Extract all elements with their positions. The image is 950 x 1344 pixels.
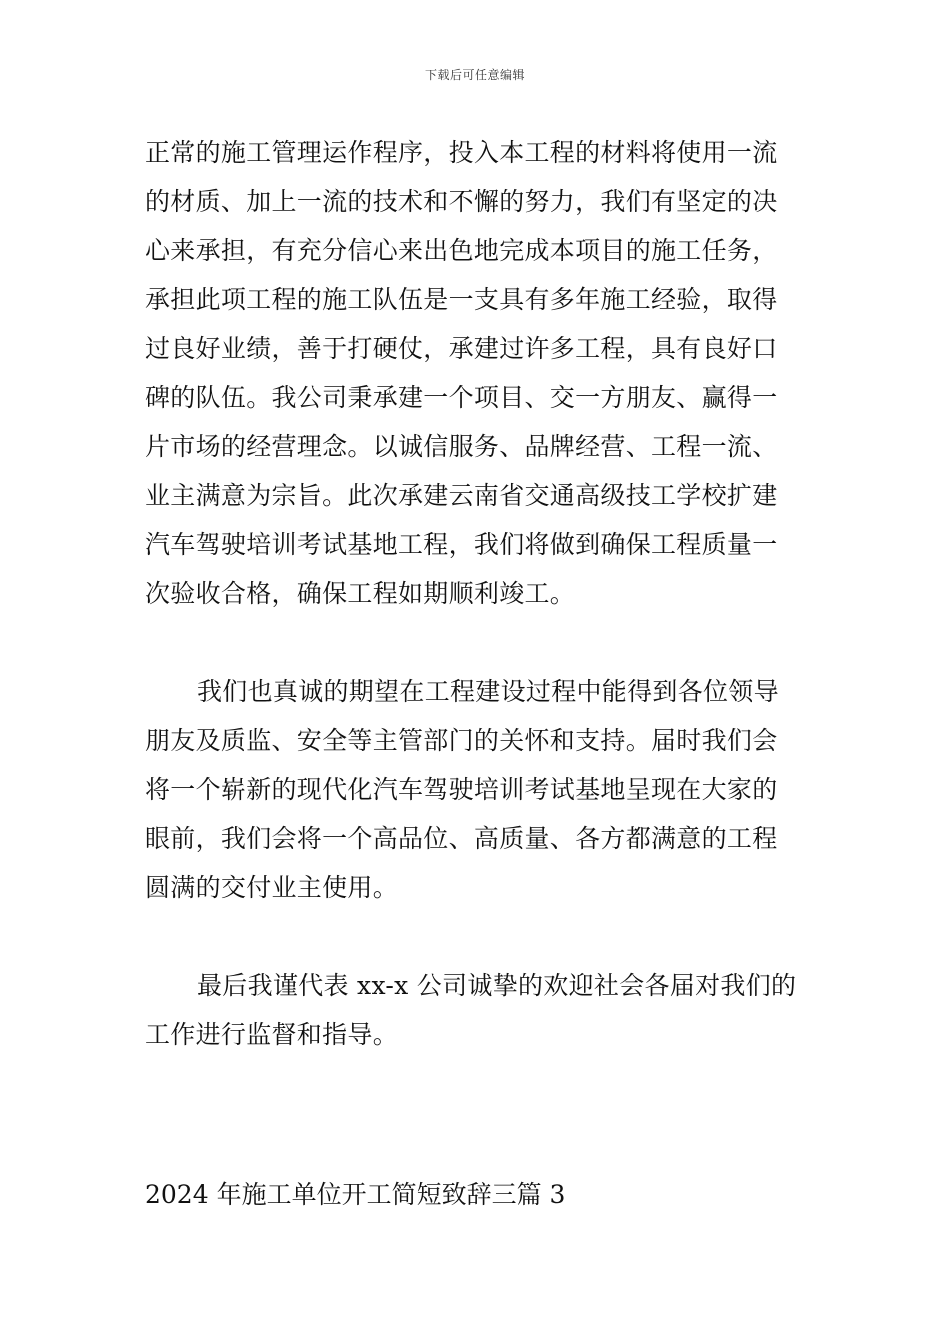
text-line: 工作进行监督和指导。 xyxy=(145,1020,399,1049)
text-line: 次验收合格，确保工程如期顺利竣工。 xyxy=(145,579,576,608)
text-line: 正常的施工管理运作程序，投入本工程的材料将使用一流 xyxy=(145,138,778,167)
text-line: 汽车驾驶培训考试基地工程，我们将做到确保工程质量一 xyxy=(145,530,778,559)
section-heading: 2024 年施工单位开工简短致辞三篇 3 xyxy=(145,1180,566,1209)
text-line: 的材质、加上一流的技术和不懈的努力，我们有坚定的决 xyxy=(145,187,778,216)
text-line: 圆满的交付业主使用。 xyxy=(145,873,399,902)
text-line: 承担此项工程的施工队伍是一支具有多年施工经验，取得 xyxy=(145,285,778,314)
text-line: 朋友及质监、安全等主管部门的关怀和支持。届时我们会 xyxy=(145,726,778,755)
page-header-note: 下载后可任意编辑 xyxy=(424,68,525,82)
text-line: 最后我谨代表 xx-x 公司诚挚的欢迎社会各届对我们的 xyxy=(197,971,797,1000)
text-line: 将一个崭新的现代化汽车驾驶培训考试基地呈现在大家的 xyxy=(145,775,778,804)
paragraph-1 xyxy=(145,128,807,618)
text-line: 片市场的经营理念。以诚信服务、品牌经营、工程一流、 xyxy=(145,432,778,461)
text-line: 业主满意为宗旨。此次承建云南省交通高级技工学校扩建 xyxy=(145,481,778,510)
paragraph-spacer xyxy=(145,618,807,667)
text-line: 碑的队伍。我公司秉承建一个项目、交一方朋友、赢得一 xyxy=(145,383,778,412)
paragraph-3 xyxy=(145,961,807,1059)
document-body xyxy=(145,128,807,1059)
text-line: 心来承担，有充分信心来出色地完成本项目的施工任务， xyxy=(145,236,778,265)
text-line: 我们也真诚的期望在工程建设过程中能得到各位领导 xyxy=(197,677,779,706)
paragraph-2 xyxy=(145,667,807,912)
text-line: 眼前，我们会将一个高品位、高质量、各方都满意的工程 xyxy=(145,824,778,853)
text-line: 过良好业绩，善于打硬仗，承建过许多工程，具有良好口 xyxy=(145,334,778,363)
paragraph-spacer xyxy=(145,912,807,961)
